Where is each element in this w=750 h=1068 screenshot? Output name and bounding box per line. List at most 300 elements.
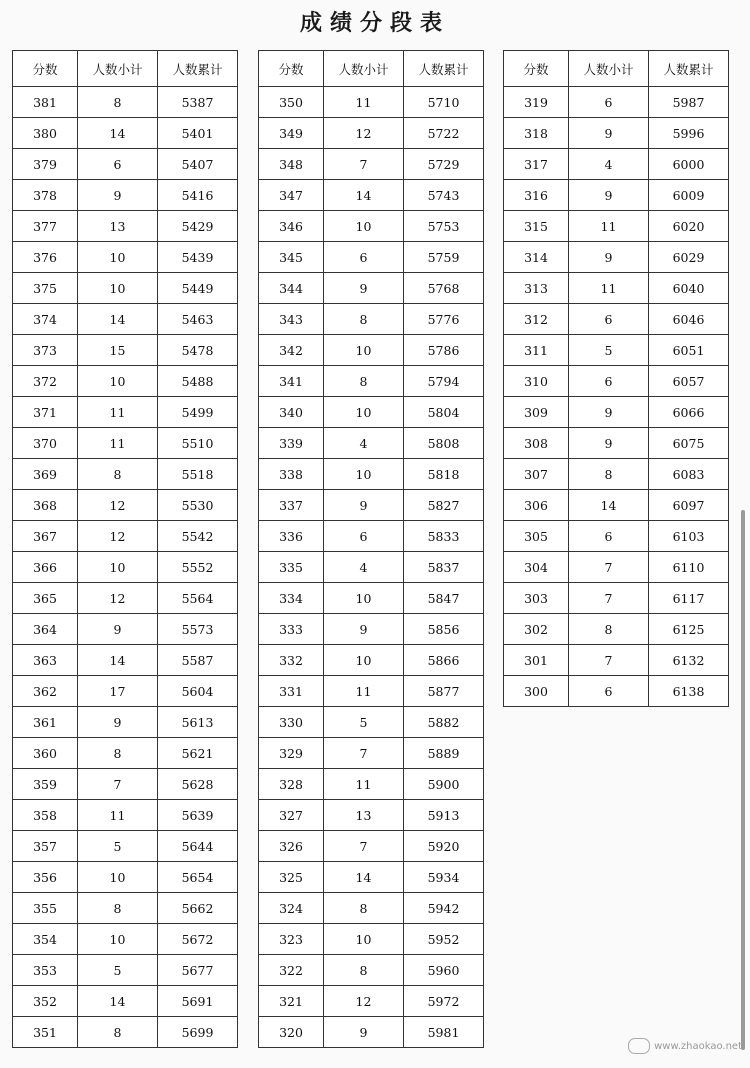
cell-cumulative: 6132 (649, 645, 729, 676)
cell-cumulative: 5833 (404, 521, 484, 552)
score-table-3 (503, 50, 729, 707)
cell-score: 377 (13, 211, 78, 242)
cell-score: 351 (13, 1017, 78, 1048)
table-row (259, 397, 484, 428)
cell-score: 315 (504, 211, 569, 242)
table-row (259, 645, 484, 676)
cell-subtotal: 6 (569, 304, 649, 335)
score-table-1 (12, 50, 238, 1048)
table-row (13, 955, 238, 986)
table-row (259, 676, 484, 707)
cell-subtotal: 11 (324, 769, 404, 800)
watermark-text: www.zhaokao.net (654, 1040, 742, 1052)
table-row (504, 273, 729, 304)
cell-score: 338 (259, 459, 324, 490)
cell-cumulative: 6103 (649, 521, 729, 552)
cell-score: 304 (504, 552, 569, 583)
cell-cumulative: 5972 (404, 986, 484, 1017)
cell-subtotal: 7 (569, 645, 649, 676)
cell-score: 340 (259, 397, 324, 428)
table-row (259, 490, 484, 521)
table-row (259, 614, 484, 645)
table-row (504, 459, 729, 490)
cell-cumulative: 5753 (404, 211, 484, 242)
cell-cumulative: 5710 (404, 87, 484, 118)
cell-subtotal: 6 (324, 242, 404, 273)
cell-cumulative: 5882 (404, 707, 484, 738)
table-row (259, 986, 484, 1017)
cell-subtotal: 12 (78, 521, 158, 552)
cell-subtotal: 10 (324, 645, 404, 676)
cell-subtotal: 9 (569, 180, 649, 211)
cell-score: 336 (259, 521, 324, 552)
cell-subtotal: 9 (78, 614, 158, 645)
header-subtotal: 人数小计 (569, 51, 649, 87)
cell-score: 333 (259, 614, 324, 645)
cell-subtotal: 7 (569, 583, 649, 614)
cell-subtotal: 9 (324, 273, 404, 304)
cell-cumulative: 5518 (158, 459, 238, 490)
cell-subtotal: 10 (324, 583, 404, 614)
cell-subtotal: 10 (78, 366, 158, 397)
cell-subtotal: 6 (569, 366, 649, 397)
cell-score: 337 (259, 490, 324, 521)
cell-cumulative: 5449 (158, 273, 238, 304)
table-row (13, 459, 238, 490)
cell-score: 356 (13, 862, 78, 893)
cell-subtotal: 8 (78, 893, 158, 924)
cell-subtotal: 8 (324, 366, 404, 397)
table-row (504, 118, 729, 149)
cell-cumulative: 5401 (158, 118, 238, 149)
cell-subtotal: 15 (78, 335, 158, 366)
cell-score: 364 (13, 614, 78, 645)
table-row (13, 707, 238, 738)
table-row (259, 769, 484, 800)
cell-cumulative: 5996 (649, 118, 729, 149)
cell-score: 311 (504, 335, 569, 366)
table-row (504, 87, 729, 118)
cell-cumulative: 5387 (158, 87, 238, 118)
cell-subtotal: 9 (569, 242, 649, 273)
table-row (504, 490, 729, 521)
cell-cumulative: 5416 (158, 180, 238, 211)
cell-score: 330 (259, 707, 324, 738)
cell-score: 374 (13, 304, 78, 335)
table-row (259, 304, 484, 335)
cell-cumulative: 5837 (404, 552, 484, 583)
cell-score: 373 (13, 335, 78, 366)
cell-cumulative: 6083 (649, 459, 729, 490)
cell-subtotal: 7 (569, 552, 649, 583)
table-row (13, 924, 238, 955)
cell-subtotal: 12 (324, 986, 404, 1017)
cell-cumulative: 5920 (404, 831, 484, 862)
cell-cumulative: 5654 (158, 862, 238, 893)
cell-cumulative: 5934 (404, 862, 484, 893)
table-row (259, 583, 484, 614)
cell-subtotal: 11 (78, 428, 158, 459)
cell-subtotal: 7 (78, 769, 158, 800)
watermark-logo-icon (628, 1038, 650, 1054)
cell-subtotal: 6 (324, 521, 404, 552)
page-title: 成绩分段表 (299, 11, 450, 36)
header-score: 分数 (13, 51, 78, 87)
score-table-2 (258, 50, 484, 1048)
table-row (259, 800, 484, 831)
table-row (13, 583, 238, 614)
table-row (13, 769, 238, 800)
watermark (628, 1038, 742, 1054)
header-score: 分数 (504, 51, 569, 87)
cell-cumulative: 5552 (158, 552, 238, 583)
cell-score: 325 (259, 862, 324, 893)
table-row (13, 645, 238, 676)
cell-subtotal: 5 (78, 955, 158, 986)
cell-score: 302 (504, 614, 569, 645)
cell-subtotal: 11 (569, 211, 649, 242)
cell-score: 332 (259, 645, 324, 676)
cell-score: 308 (504, 428, 569, 459)
table-row (259, 459, 484, 490)
cell-cumulative: 5952 (404, 924, 484, 955)
cell-score: 316 (504, 180, 569, 211)
cell-cumulative: 5621 (158, 738, 238, 769)
cell-subtotal: 11 (78, 800, 158, 831)
table-row (504, 397, 729, 428)
cell-cumulative: 6051 (649, 335, 729, 366)
cell-cumulative: 5804 (404, 397, 484, 428)
table-row (259, 118, 484, 149)
cell-cumulative: 5981 (404, 1017, 484, 1048)
cell-score: 349 (259, 118, 324, 149)
cell-cumulative: 5913 (404, 800, 484, 831)
cell-cumulative: 5628 (158, 769, 238, 800)
cell-cumulative: 5900 (404, 769, 484, 800)
cell-cumulative: 5877 (404, 676, 484, 707)
table-row (504, 211, 729, 242)
cell-subtotal: 12 (78, 583, 158, 614)
cell-subtotal: 8 (569, 614, 649, 645)
cell-score: 380 (13, 118, 78, 149)
cell-subtotal: 14 (78, 304, 158, 335)
cell-score: 322 (259, 955, 324, 986)
cell-score: 366 (13, 552, 78, 583)
cell-score: 312 (504, 304, 569, 335)
cell-score: 341 (259, 366, 324, 397)
cell-score: 368 (13, 490, 78, 521)
cell-cumulative: 6057 (649, 366, 729, 397)
cell-cumulative: 5827 (404, 490, 484, 521)
cell-score: 318 (504, 118, 569, 149)
table-row (13, 335, 238, 366)
cell-score: 354 (13, 924, 78, 955)
cell-cumulative: 5499 (158, 397, 238, 428)
cell-subtotal: 10 (78, 924, 158, 955)
cell-cumulative: 5677 (158, 955, 238, 986)
cell-score: 378 (13, 180, 78, 211)
table-row (13, 304, 238, 335)
cell-cumulative: 5808 (404, 428, 484, 459)
cell-cumulative: 5759 (404, 242, 484, 273)
cell-subtotal: 4 (324, 428, 404, 459)
cell-score: 326 (259, 831, 324, 862)
cell-cumulative: 5463 (158, 304, 238, 335)
cell-cumulative: 5942 (404, 893, 484, 924)
cell-score: 346 (259, 211, 324, 242)
cell-cumulative: 6097 (649, 490, 729, 521)
cell-cumulative: 5429 (158, 211, 238, 242)
cell-score: 381 (13, 87, 78, 118)
cell-cumulative: 6075 (649, 428, 729, 459)
cell-cumulative: 6000 (649, 149, 729, 180)
table-row (504, 676, 729, 707)
cell-score: 365 (13, 583, 78, 614)
table-row (13, 552, 238, 583)
cell-score: 303 (504, 583, 569, 614)
cell-cumulative: 6138 (649, 676, 729, 707)
table-row (13, 614, 238, 645)
cell-subtotal: 10 (78, 242, 158, 273)
cell-subtotal: 6 (569, 676, 649, 707)
cell-cumulative: 5866 (404, 645, 484, 676)
cell-score: 379 (13, 149, 78, 180)
header-cumulative: 人数累计 (404, 51, 484, 87)
table-row (13, 986, 238, 1017)
cell-score: 357 (13, 831, 78, 862)
cell-subtotal: 10 (324, 924, 404, 955)
table-row (504, 335, 729, 366)
table-row (13, 521, 238, 552)
cell-score: 376 (13, 242, 78, 273)
cell-cumulative: 5818 (404, 459, 484, 490)
cell-subtotal: 14 (569, 490, 649, 521)
table-row (13, 149, 238, 180)
table-row (504, 583, 729, 614)
cell-subtotal: 5 (78, 831, 158, 862)
cell-cumulative: 5672 (158, 924, 238, 955)
cell-score: 353 (13, 955, 78, 986)
cell-score: 319 (504, 87, 569, 118)
table-row (504, 149, 729, 180)
cell-cumulative: 5530 (158, 490, 238, 521)
cell-subtotal: 5 (569, 335, 649, 366)
header-cumulative: 人数累计 (649, 51, 729, 87)
header-subtotal: 人数小计 (78, 51, 158, 87)
table-row (259, 955, 484, 986)
table-row (259, 366, 484, 397)
cell-subtotal: 10 (324, 397, 404, 428)
cell-score: 334 (259, 583, 324, 614)
cell-subtotal: 10 (78, 273, 158, 304)
cell-subtotal: 14 (78, 645, 158, 676)
cell-subtotal: 6 (569, 87, 649, 118)
cell-cumulative: 5768 (404, 273, 484, 304)
cell-subtotal: 8 (78, 459, 158, 490)
cell-score: 329 (259, 738, 324, 769)
cell-cumulative: 5743 (404, 180, 484, 211)
cell-subtotal: 14 (324, 862, 404, 893)
table-row (259, 1017, 484, 1048)
cell-cumulative: 5699 (158, 1017, 238, 1048)
cell-cumulative: 5722 (404, 118, 484, 149)
table-row (13, 211, 238, 242)
table-row (504, 304, 729, 335)
cell-subtotal: 17 (78, 676, 158, 707)
cell-subtotal: 11 (324, 87, 404, 118)
cell-cumulative: 5960 (404, 955, 484, 986)
cell-score: 343 (259, 304, 324, 335)
cell-subtotal: 8 (324, 893, 404, 924)
cell-subtotal: 10 (324, 459, 404, 490)
cell-subtotal: 9 (324, 614, 404, 645)
cell-score: 328 (259, 769, 324, 800)
cell-subtotal: 8 (78, 738, 158, 769)
cell-subtotal: 4 (324, 552, 404, 583)
table-row (13, 1017, 238, 1048)
cell-score: 361 (13, 707, 78, 738)
cell-score: 358 (13, 800, 78, 831)
cell-subtotal: 11 (324, 676, 404, 707)
cell-cumulative: 5488 (158, 366, 238, 397)
cell-cumulative: 5564 (158, 583, 238, 614)
header-cumulative: 人数累计 (158, 51, 238, 87)
table-row (259, 552, 484, 583)
cell-score: 300 (504, 676, 569, 707)
cell-score: 352 (13, 986, 78, 1017)
cell-cumulative: 5856 (404, 614, 484, 645)
cell-score: 324 (259, 893, 324, 924)
cell-score: 375 (13, 273, 78, 304)
cell-cumulative: 5691 (158, 986, 238, 1017)
cell-subtotal: 13 (324, 800, 404, 831)
table-row (259, 273, 484, 304)
cell-cumulative: 5604 (158, 676, 238, 707)
cell-score: 371 (13, 397, 78, 428)
cell-cumulative: 5478 (158, 335, 238, 366)
cell-score: 370 (13, 428, 78, 459)
cell-score: 372 (13, 366, 78, 397)
cell-cumulative: 5639 (158, 800, 238, 831)
cell-cumulative: 5794 (404, 366, 484, 397)
scrollbar-thumb[interactable] (741, 510, 745, 1050)
table-row (13, 428, 238, 459)
cell-cumulative: 5847 (404, 583, 484, 614)
cell-cumulative: 6046 (649, 304, 729, 335)
table-row (504, 366, 729, 397)
cell-subtotal: 5 (324, 707, 404, 738)
table-row (13, 180, 238, 211)
header-score: 分数 (259, 51, 324, 87)
table-row (13, 366, 238, 397)
cell-subtotal: 9 (78, 180, 158, 211)
cell-subtotal: 7 (324, 831, 404, 862)
cell-subtotal: 8 (324, 304, 404, 335)
cell-cumulative: 6020 (649, 211, 729, 242)
cell-subtotal: 13 (78, 211, 158, 242)
table-row (259, 831, 484, 862)
header-subtotal: 人数小计 (324, 51, 404, 87)
cell-subtotal: 10 (78, 552, 158, 583)
cell-score: 367 (13, 521, 78, 552)
table-row (13, 800, 238, 831)
cell-score: 317 (504, 149, 569, 180)
table-row (504, 521, 729, 552)
table-row (259, 521, 484, 552)
table-row (259, 893, 484, 924)
cell-score: 362 (13, 676, 78, 707)
cell-cumulative: 5439 (158, 242, 238, 273)
cell-subtotal: 8 (78, 1017, 158, 1048)
cell-cumulative: 6110 (649, 552, 729, 583)
cell-cumulative: 5542 (158, 521, 238, 552)
cell-subtotal: 11 (569, 273, 649, 304)
cell-score: 309 (504, 397, 569, 428)
cell-cumulative: 5587 (158, 645, 238, 676)
header-row (13, 51, 238, 87)
header-row (259, 51, 484, 87)
cell-subtotal: 14 (324, 180, 404, 211)
table-row (259, 242, 484, 273)
table-row (13, 738, 238, 769)
cell-score: 363 (13, 645, 78, 676)
cell-score: 360 (13, 738, 78, 769)
cell-subtotal: 12 (324, 118, 404, 149)
table-row (504, 180, 729, 211)
cell-score: 314 (504, 242, 569, 273)
cell-subtotal: 6 (569, 521, 649, 552)
table-row (13, 273, 238, 304)
table-row (259, 707, 484, 738)
cell-score: 313 (504, 273, 569, 304)
header-row (504, 51, 729, 87)
cell-subtotal: 10 (78, 862, 158, 893)
cell-subtotal: 8 (569, 459, 649, 490)
cell-score: 307 (504, 459, 569, 490)
cell-cumulative: 6125 (649, 614, 729, 645)
table-row (13, 676, 238, 707)
table-row (259, 428, 484, 459)
cell-score: 320 (259, 1017, 324, 1048)
cell-cumulative: 6040 (649, 273, 729, 304)
cell-subtotal: 10 (324, 211, 404, 242)
table-row (259, 87, 484, 118)
table-row (259, 149, 484, 180)
cell-cumulative: 5510 (158, 428, 238, 459)
cell-subtotal: 9 (569, 428, 649, 459)
cell-cumulative: 5662 (158, 893, 238, 924)
cell-subtotal: 9 (324, 490, 404, 521)
table-row (13, 490, 238, 521)
cell-cumulative: 5613 (158, 707, 238, 738)
cell-subtotal: 9 (324, 1017, 404, 1048)
table-row (259, 335, 484, 366)
table-row (259, 924, 484, 955)
cell-score: 321 (259, 986, 324, 1017)
table-row (13, 862, 238, 893)
cell-subtotal: 6 (78, 149, 158, 180)
table-row (504, 242, 729, 273)
table-row (504, 428, 729, 459)
cell-score: 355 (13, 893, 78, 924)
cell-subtotal: 8 (78, 87, 158, 118)
cell-subtotal: 9 (569, 118, 649, 149)
cell-cumulative: 6009 (649, 180, 729, 211)
cell-subtotal: 12 (78, 490, 158, 521)
cell-subtotal: 9 (78, 707, 158, 738)
table-row (504, 552, 729, 583)
cell-cumulative: 5729 (404, 149, 484, 180)
